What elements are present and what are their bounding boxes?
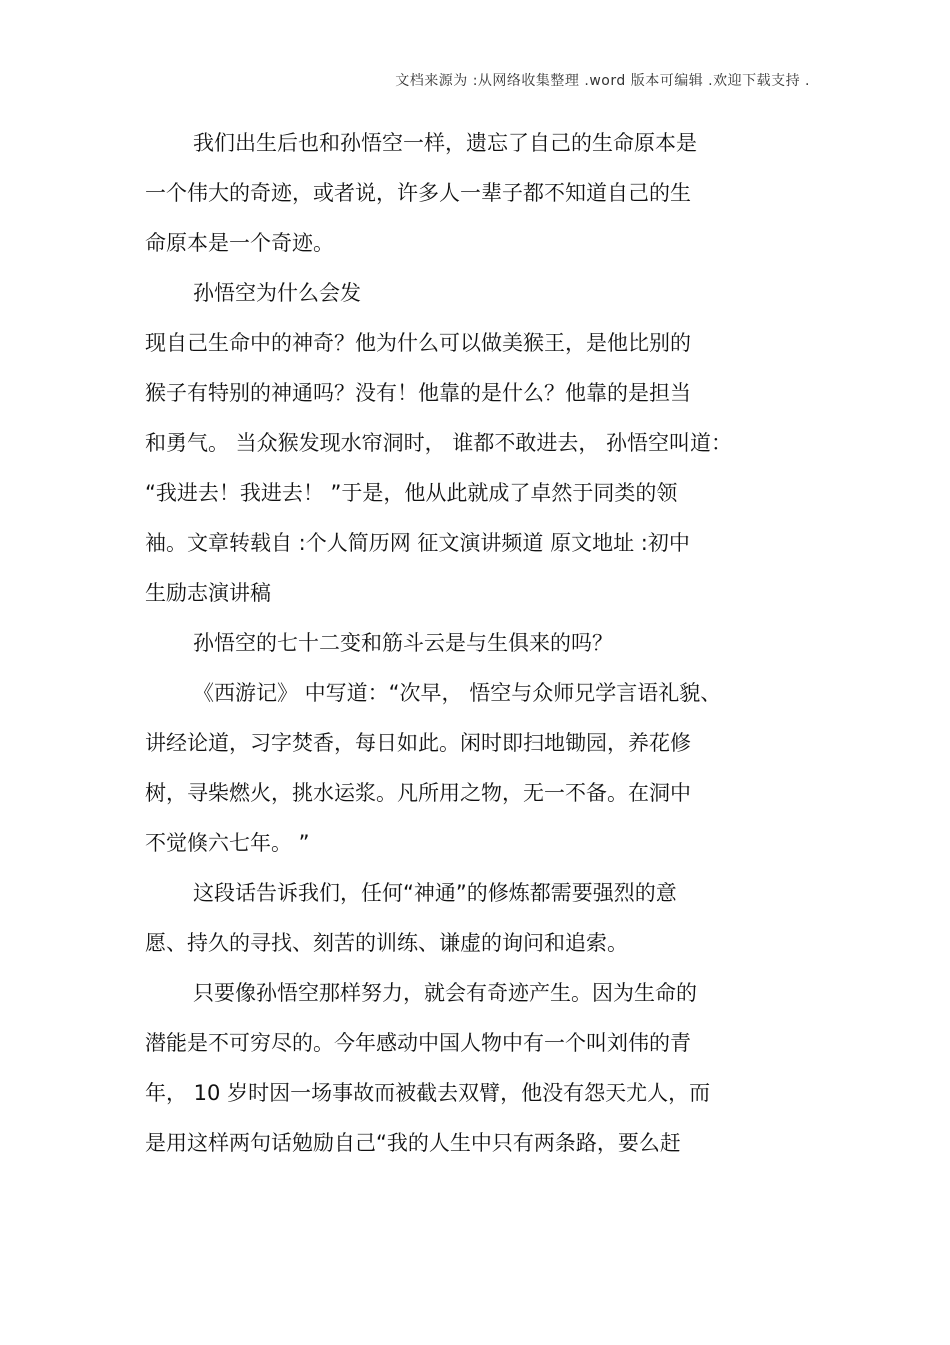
text-line: 潜能是不可穷尽的。今年感动中国人物中有一个叫刘伟的青 <box>145 1031 691 1055</box>
text-line: 孙悟空为什么会发 <box>193 281 361 305</box>
text-line: 袖。文章转载自 :个人简历网 征文演讲频道 原文地址 :初中 <box>145 531 690 555</box>
text-line: 现自己生命中的神奇？他为什么可以做美猴王，是他比别的 <box>145 331 691 355</box>
text-line: 和勇气。 当众猴发现水帘洞时， 谁都不敢进去， 孙悟空叫道： <box>145 431 733 455</box>
text-line: 只要像孙悟空那样努力，就会有奇迹产生。因为生命的 <box>193 981 697 1005</box>
text-line: 不觉倏六七年。 ” <box>145 831 310 855</box>
text-line: 这段话告诉我们，任何“神通”的修炼都需要强烈的意 <box>193 881 677 905</box>
source-note: 文档来源为 :从网络收集整理 .word 版本可编辑 .欢迎下载支持 . <box>395 73 810 89</box>
text-line: 猴子有特别的神通吗？没有！他靠的是什么？他靠的是担当 <box>145 381 691 405</box>
text-line: 是用这样两句话勉励自己“我的人生中只有两条路，要么赶 <box>145 1131 681 1155</box>
text-line: 树，寻柴燃火，挑水运浆。凡所用之物，无一不备。在洞中 <box>145 781 691 805</box>
text-line: 一个伟大的奇迹，或者说，许多人一辈子都不知道自己的生 <box>145 181 691 205</box>
text-line: 讲经论道，习字焚香，每日如此。闲时即扫地锄园，养花修 <box>145 731 691 755</box>
text-line: 命原本是一个奇迹。 <box>145 231 334 255</box>
text-line: “我进去！我进去！ ”于是，他从此就成了卓然于同类的领 <box>145 481 678 505</box>
text-line: 生励志演讲稿 <box>145 581 271 605</box>
text-line: 我们出生后也和孙悟空一样，遗忘了自己的生命原本是 <box>193 131 697 155</box>
text-line: 《西游记》 中写道：“次早， 悟空与众师兄学言语礼貌、 <box>193 681 722 705</box>
text-line: 年， 10 岁时因一场事故而被截去双臂，他没有怨天尤人，而 <box>145 1081 711 1105</box>
text-line: 愿、持久的寻找、刻苦的训练、谦虚的询问和追索。 <box>145 931 628 955</box>
text-line: 孙悟空的七十二变和筋斗云是与生俱来的吗？ <box>193 631 613 655</box>
